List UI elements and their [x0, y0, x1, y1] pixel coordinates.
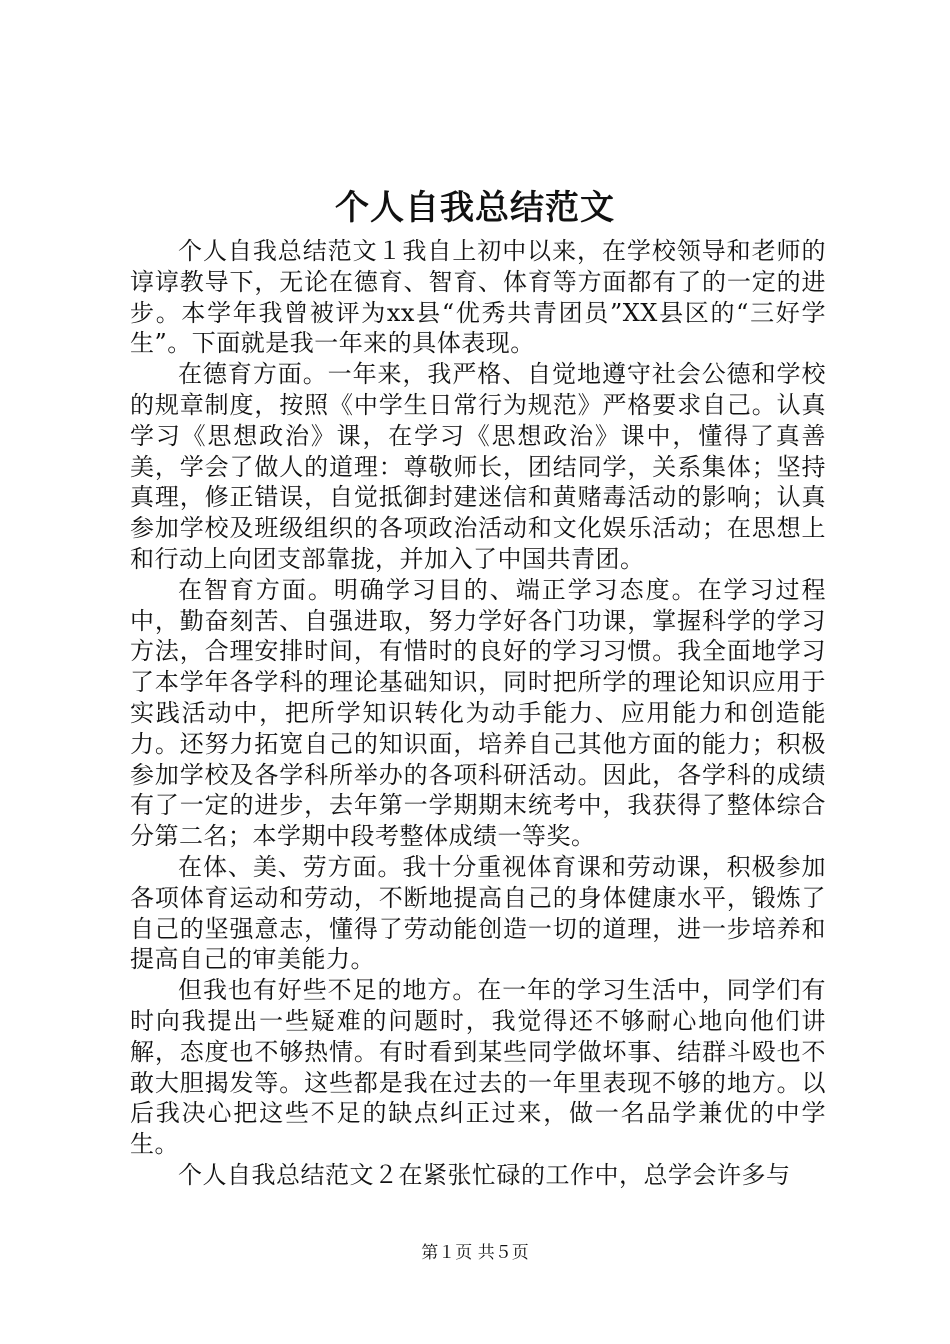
document-title: 个人自我总结范文 — [335, 188, 615, 228]
paragraph: 在体、美、劳方面。我十分重视体育课和劳动课，积极参加各项体育运动和劳动，不断地提高自己的身体健康水平，锻炼了自己的坚强意志，懂得了劳动能创造一切的道理，进一步培养和提高自己的审美能力。 — [130, 852, 826, 974]
page-footer: 第１页 共５页 — [421, 1243, 529, 1263]
paragraph: 个人自我总结范文２在紧张忙碌的工作中，总学会许多与 — [178, 1160, 791, 1189]
paragraph: 在智育方面。明确学习目的、端正学习态度。在学习过程中，勤奋刻苦、自强进取，努力学好各门功课，掌握科学的学习方法，合理安排时间，有惜时的良好的学习习惯。我全面地学习了本学年各学科的理论基础知识，同时把所学的理论知识应用于实践活动中，把所学知识转化为动手能力、应用能力和创造能力。还努力拓宽自己的知识面，培养自己其他方面的能力；积极参加学校及各学科所举办的各项科研活动。因此，各学科的成绩有了一定的进步，去年第一学期期末统考中，我获得了整体综合分第二名；本学期中段考整体成绩一等奖。 — [130, 575, 826, 851]
paragraph: 在德育方面。一年来，我严格、自觉地遵守社会公德和学校的规章制度，按照《中学生日常行为规范》严格要求自己。认真学习《思想政治》课，在学习《思想政治》课中，懂得了真善美，学会了做人的道理：尊敬师长，团结同学，关系集体；坚持真理，修正错误，自觉抵御封建迷信和黄赌毒活动的影响；认真参加学校及班级组织的各项政治活动和文化娱乐活动；在思想上和行动上向团支部靠拢，并加入了中国共青团。 — [130, 360, 826, 573]
paragraph: 个人自我总结范文１我自上初中以来，在学校领导和老师的谆谆教导下，无论在德育、智育、体育等方面都有了的一定的进步。本学年我曾被评为xx县“优秀共青团员”XX县区的“三好学生”。下面就是我一年来的具体表现。 — [130, 237, 826, 358]
document-body — [130, 236, 826, 1191]
paragraph: 但我也有好些不足的地方。在一年的学习生活中，同学们有时向我提出一些疑难的问题时，我觉得还不够耐心地向他们讲解，态度也不够热情。有时看到某些同学做坏事、结群斗殴也不敢大胆揭发等。这些都是我在过去的一年里表现不够的地方。以后我决心把这些不足的缺点纠正过来，做一名品学兼优的中学生。 — [130, 976, 826, 1159]
